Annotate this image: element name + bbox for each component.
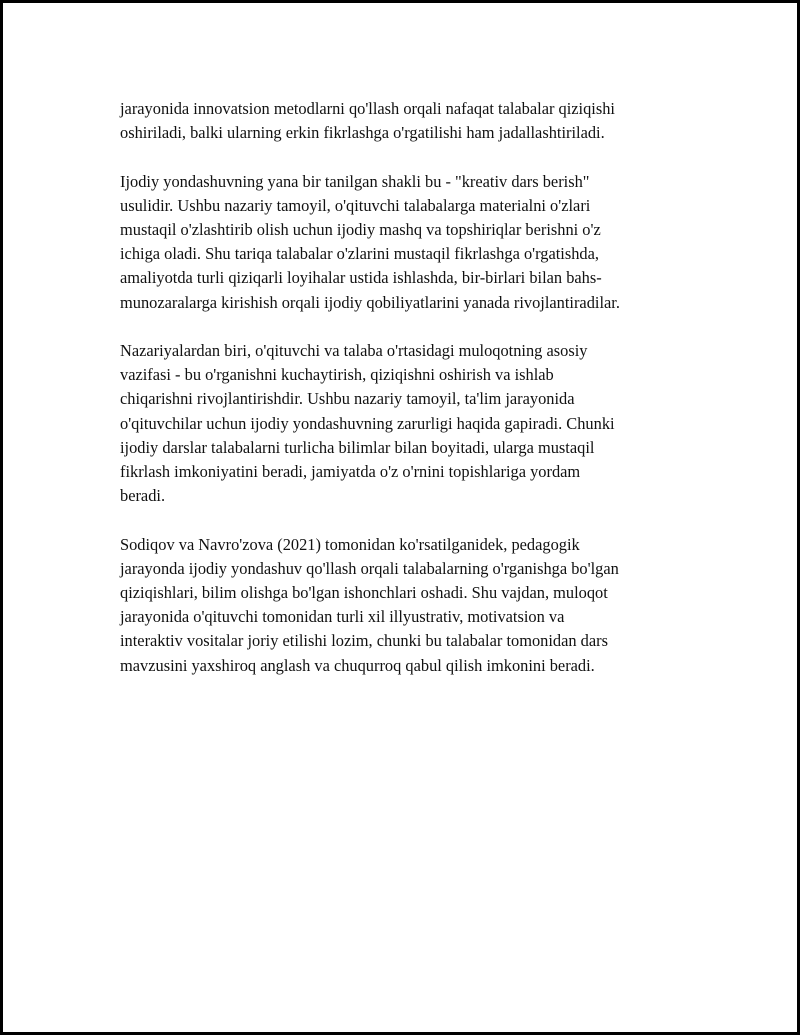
paragraph-3 [120,339,700,508]
text-line: jarayonida innovatsion metodlarni qo'llash orqali nafaqat talabalar qiziqishi [120,99,615,118]
text-line: interaktiv vositalar joriy etilishi lozim, chunki bu talabalar tomonidan dars [120,631,608,651]
text-line: qiziqishlari, bilim olishga bo'lgan ishonchlari oshadi. Shu vajdan, muloqot [120,583,608,603]
text-line: mustaqil o'zlashtirib olish uchun ijodiy mashq va topshiriqlar berishni o'z [120,220,601,239]
document-body [120,97,700,702]
text-line: jarayonda ijodiy yondashuv qo'llash orqali talabalarning o'rganishga bo'lgan [120,558,619,578]
paragraph-2 [120,170,700,315]
paragraph-1 [120,97,700,145]
text-line: Nazariyalardan biri, o'qituvchi va talaba o'rtasidagi muloqotning asosiy [120,341,588,360]
text-line: amaliyotda turli qiziqarli loyihalar ustida ishlashda, bir-birlari bilan bahs- [120,268,602,288]
text-line: beradi. [120,486,166,506]
text-line: Sodiqov va Navro'zova (2021) tomonidan ko'rsatilganidek, pedagogik [120,534,580,554]
paragraph-4 [120,533,700,678]
text-line: jarayonida o'qituvchi tomonidan turli xil illyustrativ, motivatsion va [120,607,565,627]
text-line: vazifasi - bu o'rganishni kuchaytirish, qiziqishni oshirish va ishlab [120,365,554,385]
text-line: Ijodiy yondashuvning yana bir tanilgan shakli bu - "kreativ dars berish" [120,171,590,191]
text-line: fikrlash imkoniyatini beradi, jamiyatda o'z o'rnini topishlariga yordam [120,462,581,482]
text-line: ichiga oladi. Shu tariqa talabalar o'zlarini mustaqil fikrlashga o'rgatishda, [120,244,599,264]
text-line: oshiriladi, balki ularning erkin fikrlashga o'rgatilishi ham jadallashtiriladi. [120,123,605,143]
text-line: o'qituvchilar uchun ijodiy yondashuvning zarurligi haqida gapiradi. Chunki [120,413,615,433]
text-line: munozaralarga kirishish orqali ijodiy qobiliyatlarini yanada rivojlantiradilar. [120,292,620,312]
text-line: usulidir. Ushbu nazariy tamoyil, o'qituvchi talabalarga materialni o'zlari [120,195,591,215]
text-line: mavzusini yaxshiroq anglash va chuqurroq qabul qilish imkonini beradi. [120,655,595,675]
text-line: ijodiy darslar talabalarni turlicha bilimlar bilan boyitadi, ularga mustaqil [120,437,595,457]
text-line: chiqarishni rivojlantirishdir. Ushbu nazariy tamoyil, ta'lim jarayonida [120,389,575,409]
